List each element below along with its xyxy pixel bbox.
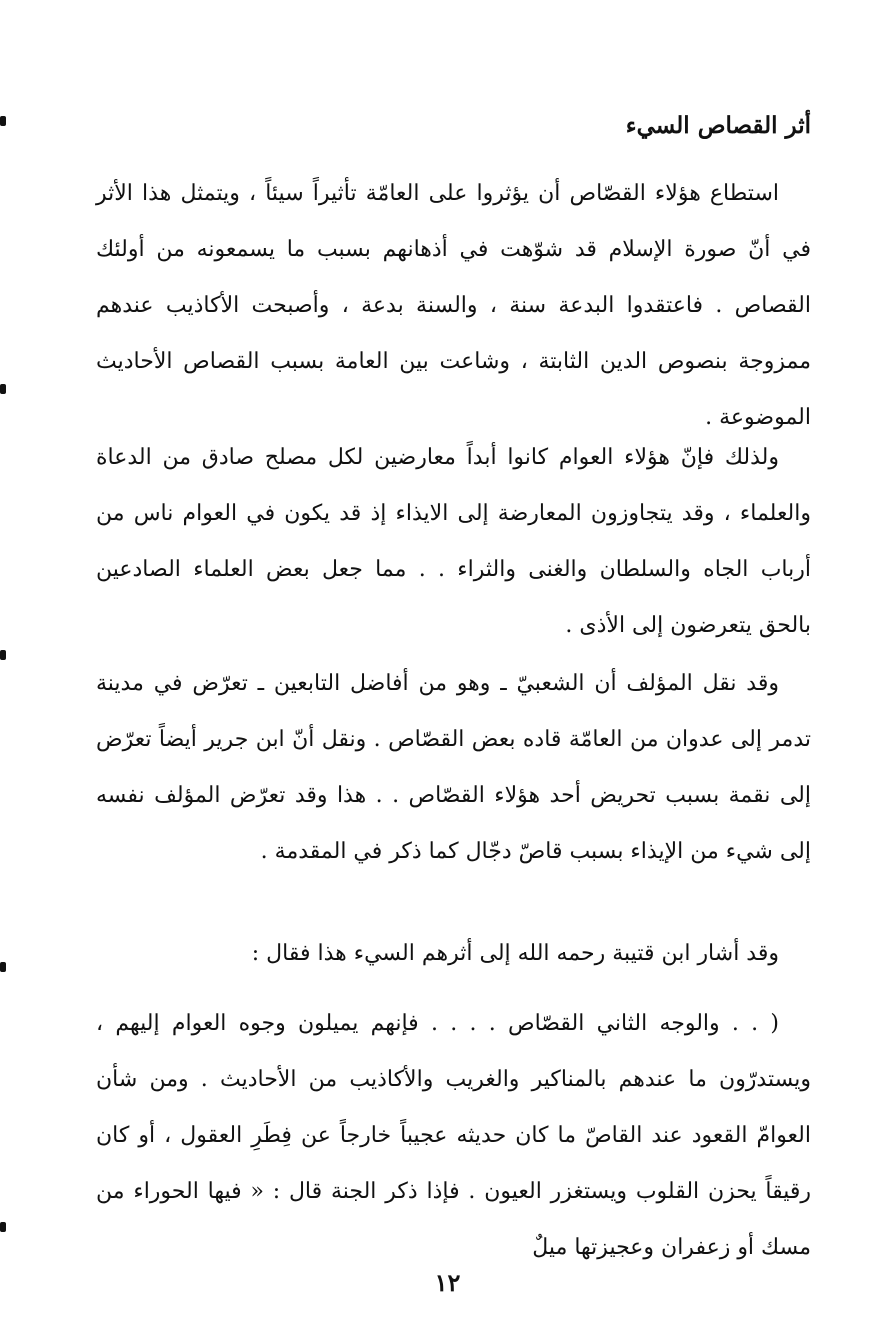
section-heading: أثر القصاص السيء	[625, 112, 811, 139]
page-number: ١٢	[434, 1268, 461, 1297]
margin-mark	[0, 962, 6, 972]
paragraph-2: ولذلك فإنّ هؤلاء العوام كانوا أبداً معارضين لكل مصلح صادق من الدعاة والعلماء ، وقد يتجاوزون المعارضة إلى الايذاء إذ قد يكون في العوام ناس من أرباب الجاه والسلطان والغنى والثراء . . مما جعل بعض العلماء الصادعين بالحق يتعرضون إلى الأذى .	[96, 445, 811, 638]
margin-mark	[0, 116, 6, 126]
paragraph-2-block	[96, 430, 811, 654]
paragraph-1-block	[96, 166, 811, 446]
quote-paragraph: ( . . والوجه الثاني القصّاص . . . . فإنهم يميلون وجوه العوام إليهم ، ويستدرّون ما عندهم بالمناكير والغريب والأكاذيب من الأحاديث . ومن شأن العوامّ القعود عند القاصّ ما كان حديثه عجيباً خارجاً عن فِطَرِ العقول ، أو كان رقيقاً يحزن القلوب ويستغزر العيون . فإذا ذكر الجنة قال : « فيها الحوراء من مسك أو زعفران وعجيزتها ميلٌ	[96, 1011, 811, 1260]
paragraph-4-block	[96, 926, 811, 982]
paragraph-1: استطاع هؤلاء القصّاص أن يؤثروا على العامّة تأثيراً سيئاً ، ويتمثل هذا الأثر في أنّ صورة الإسلام قد شوّهت في أذهانهم بسبب ما يسمعونه من أولئك القصاص . فاعتقدوا البدعة سنة ، والسنة بدعة ، وأصبحت الأكاذيب عندهم ممزوجة بنصوص الدين الثابتة ، وشاعت بين العامة بسبب القصاص الأحاديث الموضوعة .	[96, 181, 811, 430]
margin-mark	[0, 1222, 6, 1232]
margin-mark	[0, 384, 6, 394]
paragraph-4: وقد أشار ابن قتيبة رحمه الله إلى أثرهم السيء هذا فقال :	[251, 941, 779, 966]
paragraph-3: وقد نقل المؤلف أن الشعبيّ ـ وهو من أفاضل التابعين ـ تعرّض في مدينة تدمر إلى عدوان من العامّة قاده بعض القصّاص . ونقل أنّ ابن جرير أيضاً تعرّض إلى نقمة بسبب تحريض أحد هؤلاء القصّاص . . هذا وقد تعرّض المؤلف نفسه إلى شيء من الإيذاء بسبب قاصّ دجّال كما ذكر في المقدمة .	[96, 671, 811, 864]
quote-block	[96, 996, 811, 1276]
margin-mark	[0, 650, 6, 660]
paragraph-3-block	[96, 656, 811, 880]
